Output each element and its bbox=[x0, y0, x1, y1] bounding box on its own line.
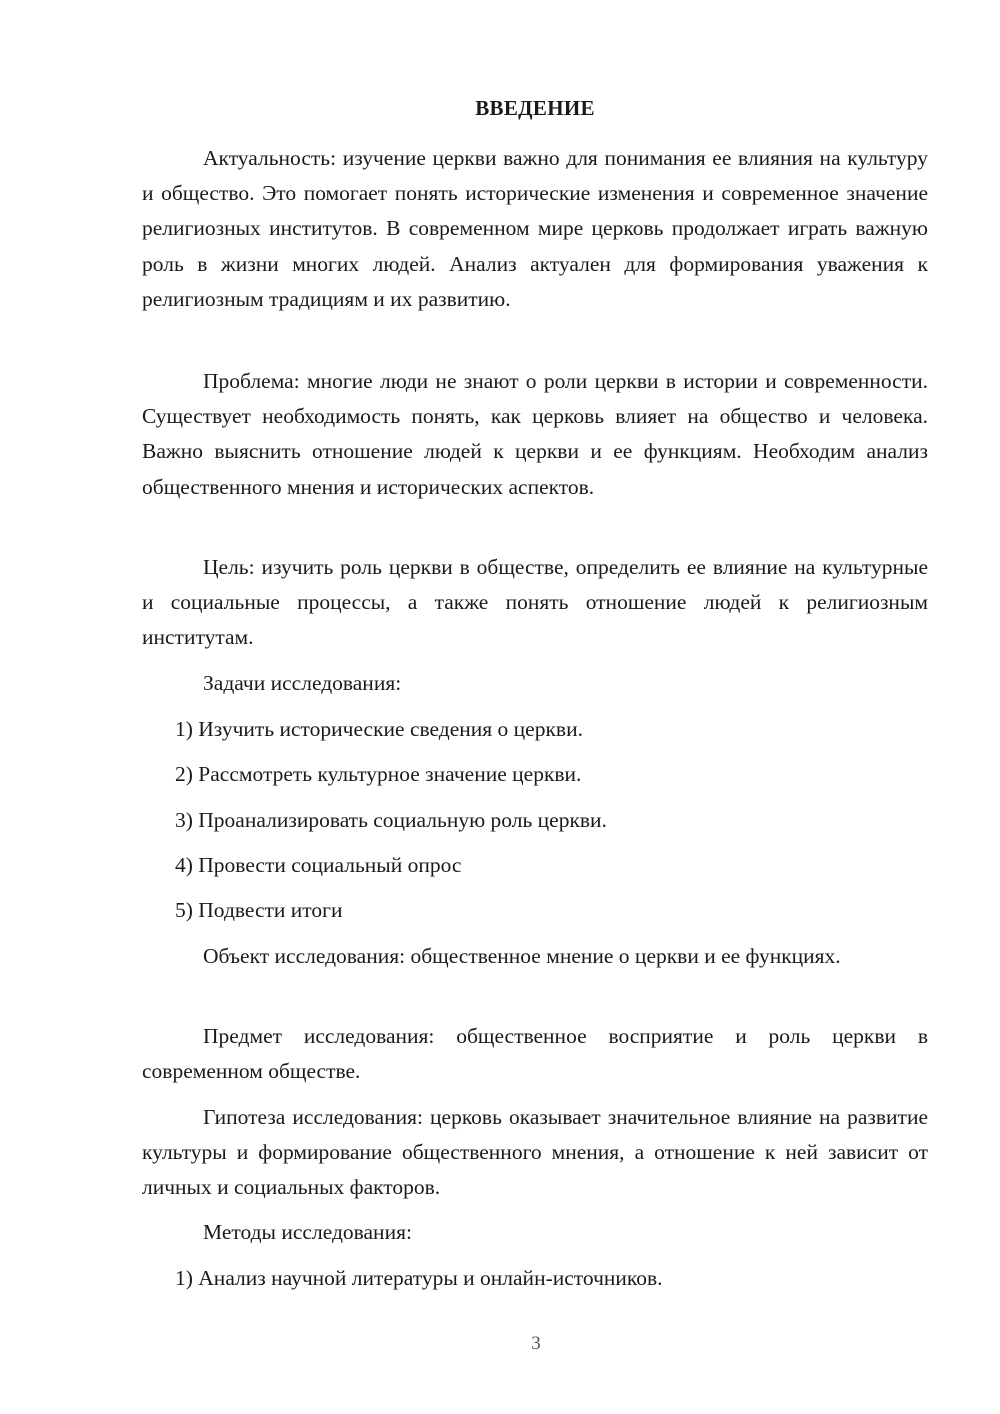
methods-heading: Методы исследования: bbox=[203, 1220, 412, 1244]
paragraph-relevance: Актуальность: изучение церкви важно для понимания ее влияния на культуру и общество. Это помогает понять исторические изменения и современное значение религиозных институтов. В современном мире церковь продолжает играть важную роль в жизни многих людей. Анализ актуален для формирования уважения к религиозным традициям и их развитию. bbox=[142, 146, 928, 311]
paragraph-object: Объект исследования: общественное мнение о церкви и ее функциях. bbox=[203, 944, 841, 968]
paragraph-problem: Проблема: многие люди не знают о роли церкви в истории и современности. Существует необходимость понять, как церковь влияет на общество и человека. Важно выяснить отношение людей к церкви и ее функциям. Необходим анализ общественного мнения и исторических аспектов. bbox=[142, 369, 928, 499]
task-item-2: 2) Рассмотреть культурное значение церкви. bbox=[175, 762, 582, 786]
task-item-3: 3) Проанализировать социальную роль церкви. bbox=[175, 808, 607, 832]
paragraph-subject: Предмет исследования: общественное восприятие и роль церкви в современном обществе. bbox=[142, 1024, 928, 1084]
tasks-heading: Задачи исследования: bbox=[203, 671, 402, 695]
paragraph-goal: Цель: изучить роль церкви в обществе, определить ее влияние на культурные и социальные процессы, а также понять отношение людей к религиозным институтам. bbox=[142, 555, 928, 650]
task-item-1: 1) Изучить исторические сведения о церкви. bbox=[175, 717, 583, 741]
method-item-1: 1) Анализ научной литературы и онлайн-источников. bbox=[175, 1266, 663, 1290]
task-item-5: 5) Подвести итоги bbox=[175, 898, 343, 922]
paragraph-hypothesis: Гипотеза исследования: церковь оказывает значительное влияние на развитие культуры и формирование общественного мнения, а отношение к ней зависит от личных и социальных факторов. bbox=[142, 1105, 928, 1200]
page-number: 3 bbox=[531, 1333, 541, 1354]
page-title: ВВЕДЕНИЕ bbox=[475, 96, 595, 120]
task-item-4: 4) Провести социальный опрос bbox=[175, 853, 462, 877]
